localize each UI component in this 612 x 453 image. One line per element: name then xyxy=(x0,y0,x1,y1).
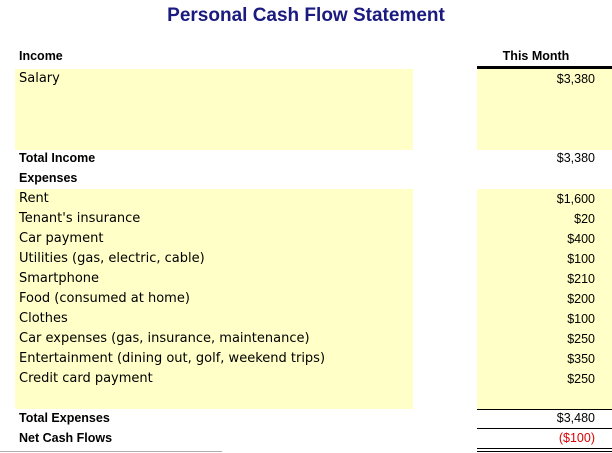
expense-item-value: $20 xyxy=(574,212,595,226)
net-cash-flow-value: ($100) xyxy=(558,431,595,445)
expense-item-label: Utilities (gas, electric, cable) xyxy=(19,251,205,266)
expenses-header: Expenses xyxy=(19,171,78,185)
income-input-area xyxy=(15,69,413,150)
page-title: Personal Cash Flow Statement xyxy=(167,5,445,26)
expense-item-label: Clothes xyxy=(19,311,68,326)
column-header-this-month: This Month xyxy=(502,49,570,63)
income-header: Income xyxy=(19,49,63,63)
income-item-label: Salary xyxy=(19,71,60,86)
expense-item-value: $1,600 xyxy=(556,192,595,206)
expense-item-value: $210 xyxy=(567,272,595,286)
sheet-bottom-edge xyxy=(0,451,222,452)
total-income-label: Total Income xyxy=(19,151,96,165)
expense-item-label: Car expenses (gas, insurance, maintenance) xyxy=(19,331,310,346)
expense-item-label: Credit card payment xyxy=(19,371,153,386)
expense-item-label: Car payment xyxy=(19,231,104,246)
net-double-underline-2 xyxy=(477,451,612,452)
expense-item-label: Rent xyxy=(19,191,49,206)
expense-item-value: $100 xyxy=(567,312,595,326)
net-cash-flow-label: Net Cash Flows xyxy=(19,431,113,445)
expense-item-value: $250 xyxy=(567,372,595,386)
expense-item-label: Tenant's insurance xyxy=(19,211,141,226)
expense-item-value: $100 xyxy=(567,252,595,266)
expense-item-value: $250 xyxy=(567,332,595,346)
expense-item-label: Entertainment (dining out, golf, weekend trips) xyxy=(19,351,326,366)
income-item-value: $3,380 xyxy=(556,72,595,86)
expense-item-value: $200 xyxy=(567,292,595,306)
expense-item-value: $350 xyxy=(567,352,595,366)
expense-item-label: Food (consumed at home) xyxy=(19,291,190,306)
expense-item-label: Smartphone xyxy=(19,271,100,286)
total-expenses-label: Total Expenses xyxy=(19,411,110,425)
total-income-value: $3,380 xyxy=(556,151,595,165)
total-expenses-value: $3,480 xyxy=(556,411,595,425)
expense-item-value: $400 xyxy=(567,232,595,246)
net-double-underline-1 xyxy=(477,448,612,449)
